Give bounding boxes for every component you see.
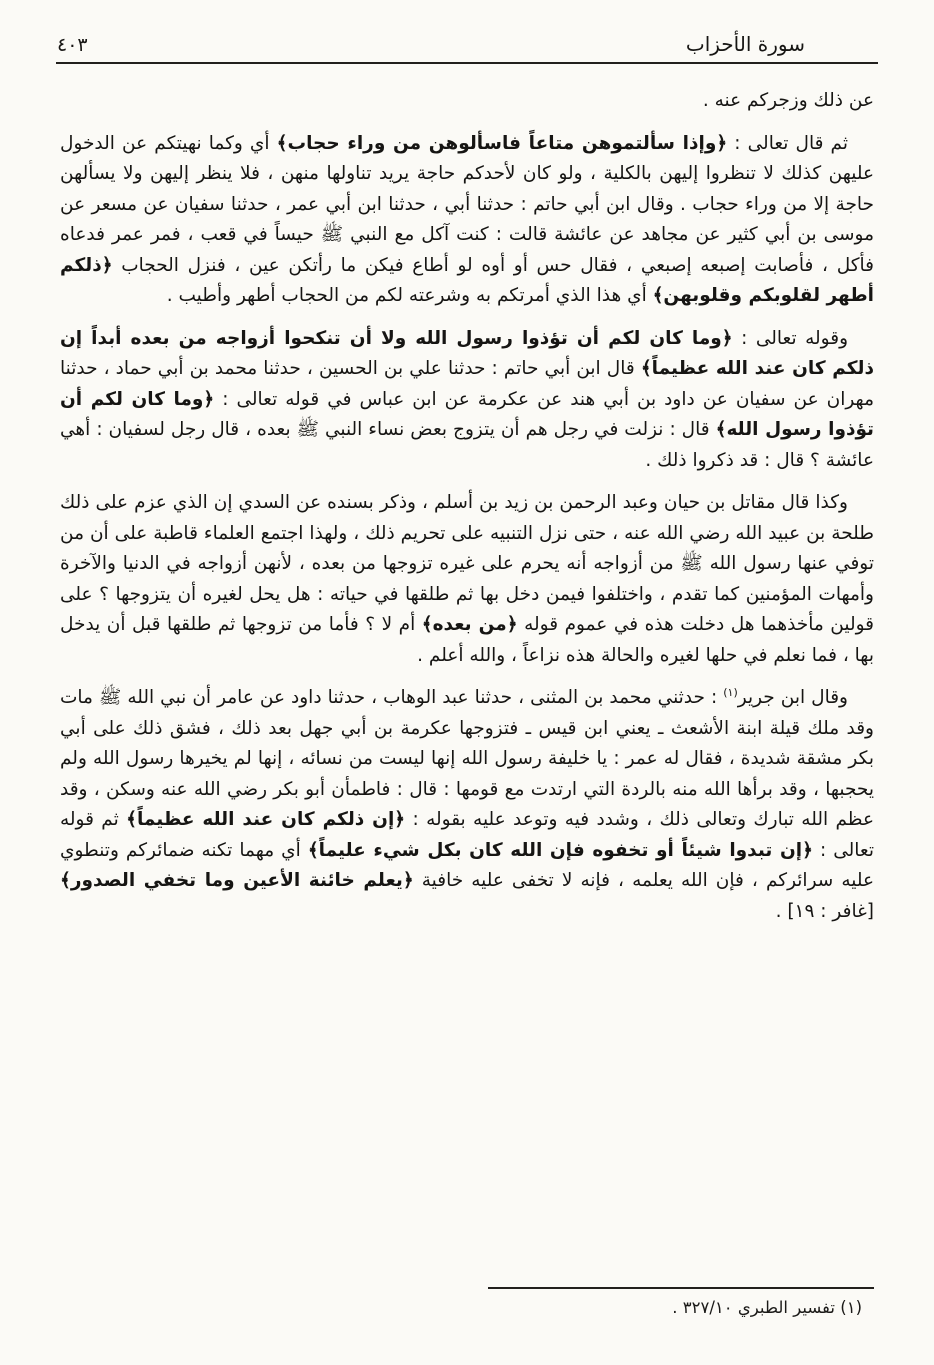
text-run: أم لا ؟ فأما من تزوجها ثم طلقها قبل أن يدخل بها ، فما نعلم في حلها لغيره والحالة هذه نزاعاً ، والله أعلم . [60,614,874,666]
paragraph [60,488,874,671]
header-rule [56,62,878,64]
page-number: ٤٠٣ [57,34,88,56]
text-run: وقال ابن جرير [737,687,848,708]
text-run: أي مهما تكنه ضمائركم وتنطوي عليه سرائركم ، فإن الله يعلمه ، فإنه لا تخفى عليه خافية [60,839,874,891]
text-run: ثم قال تعالى : [727,132,849,154]
text-run: : حدثني محمد بن المثنى ، حدثنا عبد الوهاب ، حدثنا داود عن عامر أن نبي الله ﷺ مات وقد ملك قيلة ابنة الأشعث ـ يعني ابن قيس ـ فتزوجها عكرمة بن أبي جهل بعد ذلك ، فشق ذلك على أبي بكر مشقة شديدة ، فقال له عمر : يا خليفة رسول الله إنها ليست من نسائه ، إنها لم يخيرها رسول الله ولم يحجبها ، وقد برأها الله منه بالردة التي ارتدت مع قومها : قال : فاطمأن أبو بكر رضي الله عنه وسكن ، وقد عظم الله تبارك وتعالى ذلك ، وشدد فيه وتوعد عليه بقوله : [60,687,874,830]
text-run: قال : نزلت في رجل هم أن يتزوج بعض نساء النبي ﷺ بعده ، قال رجل لسفيان : أهي عائشة ؟ قال : قد ذكروا ذلك . [60,419,874,471]
body-text [60,86,874,939]
paragraph [60,129,874,312]
footnote-separator-rule [488,1287,874,1289]
quran-quote: ﴿وما كان لكم أن تؤذوا رسول الله﴾ [60,388,875,440]
text-run: [غافر : ١٩] . [775,900,874,922]
quran-quote: ﴿وما كان لكم أن تؤذوا رسول الله ولا أن تنكحوا أزواجه من بعده أبداً إن ذلكم كان عند الله عظيماً﴾ [60,327,874,379]
text-run: أي هذا الذي أمرتكم به وشرعته لكم من الحجاب أطهر وأطيب . [166,285,653,306]
footnote: (١) تفسير الطبري ٣٢٧/١٠ . [672,1298,862,1317]
quran-quote: ﴿يعلم خائنة الأعين وما تخفي الصدور﴾ [60,870,414,891]
paragraph [60,86,874,117]
footnote-marker: (١) [723,685,738,699]
surah-title: سورة الأحزاب [685,32,805,56]
footnote-area [60,1283,874,1317]
text-run: أي وكما نهيتكم عن الدخول عليهن كذلك لا تنظروا إليهن بالكلية ، ولو كان لأحدكم حاجة يريد تناولها منهن ، فلا ينظر إليهن ولا يسألهن حاجة إلا من وراء حجاب . وقال ابن أبي حاتم : حدثنا أبي ، حدثنا ابن أبي عمر ، حدثنا سفيان عن مسعر عن موسى بن أبي كثير عن مجاهد عن عائشة قالت : كنت آكل مع النبي ﷺ حيساً في قعب ، فمر عمر فدعاه فأكل ، فأصابت إصبعه إصبعي ، فقال حس أو أوه لو أطاع فيكن ما رأتكن عين ، فنزل الحجاب [60,132,874,276]
text-run: عن ذلك وزجركم عنه . [702,90,874,111]
text-run: قال ابن أبي حاتم : حدثنا علي بن الحسين ، حدثنا محمد بن أبي حماد ، حدثنا مهران عن سفيان عن داود بن أبي هند عن عكرمة عن ابن عباس في قوله تعالى : [60,358,874,410]
text-run: وكذا قال مقاتل بن حيان وعبد الرحمن بن زيد بن أسلم ، وذكر بسنده عن السدي إن الذي عزم على ذلك طلحة بن عبيد الله رضي الله عنه ، حتى نزل التنبيه على تحريم ذلك ، ولهذا اجتمع العلماء قاطبة على أن من توفي عنها رسول الله ﷺ من أزواجه أنه يحرم على غيره تزوجها من بعده ، لأنهن أزواجه في الدنيا والآخرة وأمهات المؤمنين كما تقدم ، واختلفوا فيمن دخل بها ثم طلقها في حياته : هل يحل لغيره أن يتزوجها ؟ على قولين مأخذهما هل دخلت هذه في عموم قوله [60,492,874,635]
quran-quote: ﴿من بعده﴾ [421,614,518,635]
quran-quote: ﴿إن ذلكم كان عند الله عظيماً﴾ [126,809,406,830]
text-run: وقوله تعالى : [732,327,849,349]
paragraph [60,324,874,477]
page-header [57,32,877,56]
quran-quote: ﴿ذلكم أطهر لقلوبكم وقلوبهن﴾ [60,254,874,306]
text-run: ثم قوله تعالى : [60,809,874,861]
quran-quote: ﴿وإذا سألتموهن متاعاً فاسألوهن من وراء حجاب﴾ [276,132,728,154]
quran-quote: ﴿إن تبدوا شيئاً أو تخفوه فإن الله كان بكل شيء عليماً﴾ [307,839,813,861]
paragraph [60,683,874,927]
